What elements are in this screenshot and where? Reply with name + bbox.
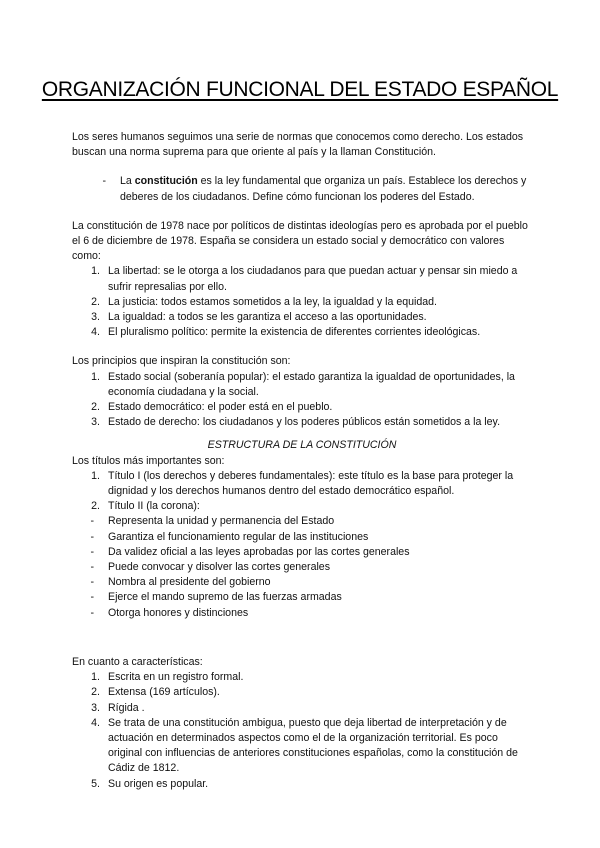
list-item: 3. Rígida . xyxy=(91,701,145,714)
list-item: 3. Estado de derecho: los ciudadanos y los poderes públicos están sometidos a la ley. xyxy=(91,416,501,429)
principles-list xyxy=(72,370,532,431)
constitucion-term: constitución xyxy=(134,175,198,188)
structure-paragraph: Los títulos más importantes son: xyxy=(72,454,225,467)
list-item: 1. La libertad: se le otorga a los ciudadanos para que puedan actuar y pensar sin miedo a sufrir represalias por ello. xyxy=(91,265,518,293)
characteristics-paragraph: En cuanto a características: xyxy=(72,655,203,668)
intro-paragraph: Los seres humanos seguimos una serie de normas que conocemos como derecho. Los estados buscan una norma suprema para que oriente al país y la llaman Constitución. xyxy=(72,131,524,159)
principles-paragraph: Los principios que inspiran la constitución son: xyxy=(72,355,291,368)
list-item: - Garantiza el funcionamiento regular de las instituciones xyxy=(90,530,369,543)
page-title: ORGANIZACIÓN FUNCIONAL DEL ESTADO ESPAÑOL xyxy=(41,78,559,101)
values-list xyxy=(72,264,532,340)
titles-list xyxy=(72,469,532,515)
list-item: - Representa la unidad y permanencia del Estado xyxy=(90,515,335,528)
list-item: 2. Título II (la corona): xyxy=(91,500,200,513)
list-item: 2. La justicia: todos estamos sometidos a la ley, la igualdad y la equidad. xyxy=(91,295,437,308)
list-item: 4. Se trata de una constitución ambigua, puesto que deja libertad de interpretación y de actuación en determinados aspectos como el de la organización territorial. Es poco original con influencias de anteriores constituciones españolas, como la constitución de Cádiz de 1812. xyxy=(91,716,518,775)
list-item: 3. La igualdad: a todos se les garantiza el acceso a las oportunidades. xyxy=(91,311,427,324)
list-item: 1. Escrita en un registro formal. xyxy=(91,671,244,684)
list-item: 2. Estado democrático: el poder está en el pueblo. xyxy=(91,401,333,414)
constitution-1978-paragraph: La constitución de 1978 nace por políticos de distintas ideologías pero es aprobada por el pueblo el 6 de diciembre de 1978. España se considera un estado social y democrático con valores como: xyxy=(72,219,528,263)
definition-item: - La constitución es la ley fundamental que organiza un país. Establece los derechos y deberes de los ciudadanos. Define cómo funcionan los poderes del Estado. xyxy=(86,174,532,204)
list-item: - Da validez oficial a las leyes aprobadas por las cortes generales xyxy=(90,545,410,558)
list-item: 1. Estado social (soberanía popular): el estado garantiza la igualdad de oportunidades, la economía ciudadana y la social. xyxy=(91,370,515,398)
structure-heading: ESTRUCTURA DE LA CONSTITUCIÓN xyxy=(207,439,397,452)
list-item: 2. Extensa (169 artículos). xyxy=(91,686,220,699)
document-body xyxy=(72,130,532,792)
list-item: - Nombra al presidente del gobierno xyxy=(90,576,271,589)
crown-functions-list xyxy=(72,514,532,620)
list-item: 4. El pluralismo político: permite la existencia de diferentes corrientes ideológicas. xyxy=(91,326,481,339)
list-item: - Ejerce el mando supremo de las fuerzas armadas xyxy=(90,591,342,604)
dash-marker: - xyxy=(102,175,106,188)
characteristics-list xyxy=(72,670,532,792)
list-item: - Puede convocar y disolver las cortes generales xyxy=(90,561,330,574)
list-item: 5. Su origen es popular. xyxy=(91,777,209,790)
list-item: 1. Título I (los derechos y deberes fundamentales): este título es la base para proteger la dignidad y los derechos humanos dentro del estado democrático español. xyxy=(91,469,514,498)
list-item: - Otorga honores y distinciones xyxy=(90,606,249,619)
